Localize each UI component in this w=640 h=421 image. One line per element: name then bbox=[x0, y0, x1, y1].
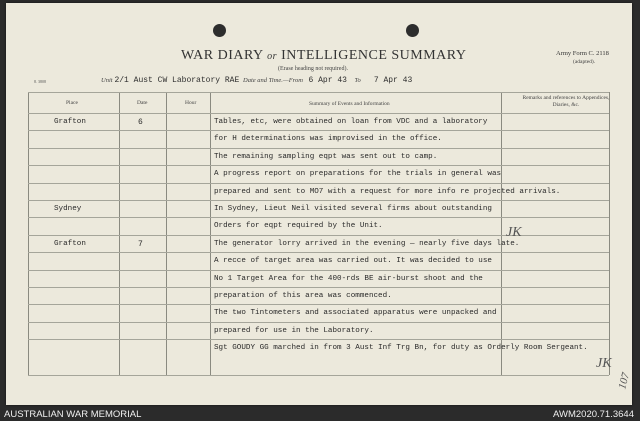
row-rule bbox=[28, 130, 609, 131]
table-bottom-rule bbox=[28, 375, 609, 376]
column-divider bbox=[119, 92, 120, 375]
row-rule bbox=[28, 113, 609, 114]
row-summary-text: prepared and sent to MO7 with a request for more info re projected arrivals. bbox=[214, 187, 561, 196]
row-rule bbox=[28, 322, 609, 323]
title-war-diary: WAR DIARY bbox=[181, 48, 264, 63]
row-rule bbox=[28, 270, 609, 271]
punch-hole-left bbox=[213, 24, 226, 37]
row-rule bbox=[28, 304, 609, 305]
column-header-date: Date bbox=[137, 100, 148, 106]
row-rule bbox=[28, 148, 609, 149]
date-label: Date and Time.—From bbox=[243, 77, 303, 84]
row-summary-text: The two Tintometers and associated apparatus were unpacked and bbox=[214, 309, 497, 318]
row-summary-text: for H determinations was improvised in the office. bbox=[214, 135, 442, 144]
row-summary-text: Orders for eqpt required by the Unit. bbox=[214, 222, 383, 231]
row-rule bbox=[28, 165, 609, 166]
row-rule bbox=[28, 183, 609, 184]
title-or: or bbox=[267, 51, 278, 62]
table-top-rule bbox=[28, 92, 609, 93]
form-number: Army Form C. 2118 bbox=[556, 50, 609, 57]
row-summary-text: In Sydney, Lieut Neil visited several firms about outstanding bbox=[214, 205, 492, 213]
column-header-remarks: Remarks and references to Appendices, Diaries, &c. bbox=[522, 95, 610, 108]
row-summary-text: A recce of target area was carried out. It was decided to use bbox=[214, 257, 492, 266]
row-place: Grafton bbox=[54, 239, 86, 248]
unit-value: 2/1 Aust CW Laboratory RAE bbox=[114, 76, 240, 85]
initials-mark-2: JK bbox=[596, 356, 612, 371]
corner-code: 8. 3808 bbox=[34, 79, 46, 84]
row-rule bbox=[28, 200, 609, 201]
row-date: 7 bbox=[138, 239, 143, 249]
from-value: 6 Apr 43 bbox=[308, 76, 347, 85]
row-rule bbox=[28, 339, 609, 340]
row-summary-text: preparation of this area was commenced. bbox=[214, 292, 392, 300]
diary-sheet bbox=[6, 3, 632, 405]
row-rule bbox=[28, 252, 609, 253]
form-adapted: (adapted). bbox=[573, 59, 596, 65]
footer-credit: AUSTRALIAN WAR MEMORIAL bbox=[4, 409, 142, 420]
column-header-hour: Hour bbox=[185, 100, 197, 106]
form-title bbox=[181, 48, 466, 64]
unit-label: Unit bbox=[101, 77, 113, 84]
column-divider bbox=[28, 92, 29, 375]
footer-accession-number: AWM2020.71.3644 bbox=[553, 409, 634, 420]
row-place: Grafton bbox=[54, 118, 86, 126]
row-summary-text: The generator lorry arrived in the evening — nearly five days late. bbox=[214, 239, 520, 248]
column-divider bbox=[210, 92, 211, 375]
column-divider bbox=[166, 92, 167, 375]
title-intelligence-summary: INTELLIGENCE SUMMARY bbox=[281, 48, 467, 63]
header-line bbox=[101, 75, 412, 85]
form-subtitle: (Erase heading not required). bbox=[278, 66, 348, 72]
column-header-summary: Summary of Events and Information bbox=[309, 101, 390, 107]
column-divider bbox=[501, 92, 502, 375]
row-summary-text: A progress report on preparations for the trials in general was bbox=[214, 170, 502, 179]
to-value: 7 Apr 43 bbox=[373, 76, 413, 85]
row-summary-text: prepared for use in the Laboratory. bbox=[214, 326, 374, 335]
initials-mark-1: JK bbox=[506, 225, 522, 240]
column-header-place: Place bbox=[66, 100, 78, 106]
punch-hole-right bbox=[406, 24, 419, 37]
row-summary-text: No 1 Target Area for the 400-rds BE air-burst shoot and the bbox=[214, 274, 483, 283]
row-summary-text: Tables, etc, were obtained on loan from VDC and a laboratory bbox=[214, 118, 488, 126]
row-rule bbox=[28, 217, 609, 218]
row-date: 6 bbox=[138, 118, 143, 127]
row-rule bbox=[28, 287, 609, 288]
row-summary-text: The remaining sampling eqpt was sent out to camp. bbox=[214, 152, 438, 161]
row-summary-text: Sgt GOUDY GG marched in from 3 Aust Inf Trg Bn, for duty as Orderly Room Sergeant. bbox=[214, 344, 588, 353]
to-label: To bbox=[354, 77, 361, 84]
row-place: Sydney bbox=[54, 205, 82, 213]
column-divider bbox=[609, 92, 610, 375]
page-number: 107 bbox=[616, 371, 633, 391]
